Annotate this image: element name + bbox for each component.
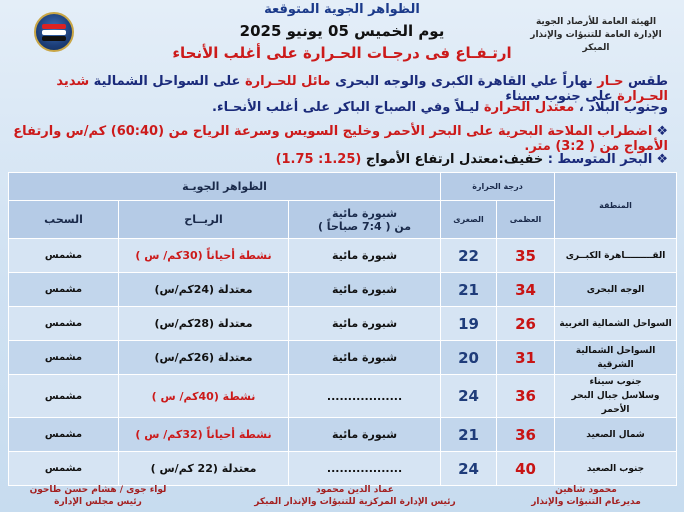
bullet-icon: ❖ xyxy=(656,152,668,167)
max-temperature: 36 xyxy=(497,375,555,418)
main-title: الظواهر الجوية المتوقعة xyxy=(264,2,420,17)
region-name: القـــــــــاهرة الكبــرى xyxy=(565,250,666,261)
fog-cell: شبورة مائية xyxy=(289,239,441,273)
clouds-cell: مشمس xyxy=(9,452,119,486)
region-cell xyxy=(555,273,677,307)
text-segment: ليـلاً وفي الصباح الباكر على أغلب الأنحـاء. xyxy=(212,100,484,115)
signature-title: مديرعام التنبؤات والإنذار xyxy=(531,497,641,507)
table-row xyxy=(9,375,677,418)
table-row xyxy=(9,341,677,375)
forecast-line-2 xyxy=(8,100,668,115)
text-segment: ارتفاع الأمواج xyxy=(361,152,455,167)
fog-cell: شبورة مائية xyxy=(289,341,441,375)
max-temperature: 36 xyxy=(497,418,555,452)
text-segment: وجنوب البلاد ، xyxy=(574,100,668,115)
max-temperature: 40 xyxy=(497,452,555,486)
text-highlight: معتدل الحرارة xyxy=(483,100,575,115)
wind-speed: معتدلة (22 كم/س ) xyxy=(150,462,257,475)
table-row xyxy=(9,418,677,452)
marine-warning xyxy=(8,124,668,154)
table-row xyxy=(9,273,677,307)
org-line-1: الهيئة العامة للأرصاد الجوية xyxy=(535,17,657,27)
forecast-table xyxy=(8,172,677,486)
min-temperature: 22 xyxy=(441,239,497,273)
min-temperature: 20 xyxy=(441,341,497,375)
signature-name: عماد الدين محمود xyxy=(316,485,394,495)
signature-title: رئيس مجلس الإدارة xyxy=(54,497,142,507)
header-temperature: درجة الحرارة xyxy=(441,173,555,201)
wind-cell xyxy=(119,375,289,418)
wind-strength: نشطة ( xyxy=(213,389,256,403)
wind-strength: نشطة أحياناً ( xyxy=(197,428,272,441)
region-cell xyxy=(555,418,677,452)
region-name: السواحل الشمالية الغربية xyxy=(559,318,672,329)
region-name: جنوب الصعيد xyxy=(586,463,645,474)
signature-name: لواء جوى / هشام حسن طاحون xyxy=(29,485,167,495)
org-line-2: الإدارة العامة للتنبؤات والإنذار المبكر xyxy=(530,30,662,53)
signature-title: رئيس الإدارة المركزية للتنبؤات والإنذار المبكر xyxy=(254,497,456,507)
region-name: جنوب سيناء xyxy=(589,377,642,387)
header-fog: شبورة مائية من ( 7:4 صباحاً ) xyxy=(289,201,441,239)
clouds-cell: مشمس xyxy=(9,375,119,418)
text-segment: نهاراً علي القاهرة الكبرى والوجه البحرى xyxy=(330,74,598,89)
header-clouds: السحب xyxy=(9,201,119,239)
max-temperature: 31 xyxy=(497,341,555,375)
text-segment: خفيف:معتدل xyxy=(454,152,544,167)
mediterranean-line xyxy=(8,152,668,167)
min-temperature: 24 xyxy=(441,375,497,418)
region-cell xyxy=(555,307,677,341)
wind-cell xyxy=(119,273,289,307)
marine-warning-text: اضطراب الملاحة البحرية على البحر الأحمر وخليج السويس وسرعة الرياح من (60:40) كم/س وارتفاع الأمواج من ( 3:2) متر. xyxy=(13,124,668,154)
wind-strength: نشطة أحياناً xyxy=(202,249,272,262)
max-temperature: 26 xyxy=(497,307,555,341)
text-segment: البحر المتوسط : xyxy=(543,152,653,167)
wind-cell xyxy=(119,452,289,486)
forecast-date: يوم الخميس 05 يونيو 2025 xyxy=(239,22,445,40)
wind-cell xyxy=(119,341,289,375)
wind-speed: معتدلة (28كم/س) xyxy=(154,317,253,330)
signature-name: محمود شاهين xyxy=(555,485,617,495)
min-temperature: 21 xyxy=(441,273,497,307)
wind-cell xyxy=(119,418,289,452)
region-name: الوجه البحرى xyxy=(586,284,645,295)
text-segment: على السواحل الشمالية xyxy=(89,74,245,89)
fog-cell: شبورة مائية xyxy=(289,307,441,341)
table-row xyxy=(9,452,677,486)
signature-forecast-director xyxy=(516,484,656,508)
fog-cell: .................. xyxy=(289,375,441,418)
text-segment: على جنوب سيناء xyxy=(505,89,618,104)
region-cell xyxy=(555,452,677,486)
region-cell xyxy=(555,239,677,273)
region-name: السواحل الشمالية الشرقية xyxy=(575,345,656,370)
text-highlight: مائل للحـرارة xyxy=(244,74,331,89)
bullet-icon: ❖ xyxy=(656,124,668,139)
max-temperature: 35 xyxy=(497,239,555,273)
region-cell xyxy=(555,375,677,418)
text-highlight: شديد الحـرارة xyxy=(56,74,668,104)
fog-cell: .................. xyxy=(289,452,441,486)
wind-speed: 32كم/ س ) xyxy=(135,428,198,441)
max-temperature: 34 xyxy=(497,273,555,307)
wind-speed: 40كم/ س ) xyxy=(151,389,214,403)
fog-cell: شبورة مائية xyxy=(289,273,441,307)
wind-speed: (30كم/ س ) xyxy=(135,249,203,262)
min-temperature: 19 xyxy=(441,307,497,341)
table-row xyxy=(9,239,677,273)
clouds-cell: مشمس xyxy=(9,307,119,341)
text-segment: طقس xyxy=(623,74,668,89)
header-phenomena: الظواهر الجويـة xyxy=(9,173,441,201)
min-temperature: 21 xyxy=(441,418,497,452)
header-max: العظمى xyxy=(497,201,555,239)
clouds-cell: مشمس xyxy=(9,341,119,375)
wind-cell xyxy=(119,239,289,273)
forecast-headline: ارتـفـاع فى درجـات الحـرارة على أغلب الأنحاء xyxy=(172,44,512,62)
signature-chairman xyxy=(8,484,188,508)
header-min: الصغرى xyxy=(441,201,497,239)
region-name: شمال الصعيد xyxy=(586,429,645,440)
table-row xyxy=(9,307,677,341)
clouds-cell: مشمس xyxy=(9,418,119,452)
text-highlight: حـار xyxy=(597,74,624,89)
region-cell xyxy=(555,341,677,375)
clouds-cell: مشمس xyxy=(9,273,119,307)
wind-speed: معتدلة (24كم/س) xyxy=(154,283,253,296)
wind-speed: معتدلة (26كم/س) xyxy=(154,351,253,364)
min-temperature: 24 xyxy=(441,452,497,486)
header-region: المنطقة xyxy=(555,173,677,239)
region-name-line-2: وسلاسل جبال البحر الأحمر xyxy=(571,391,660,415)
header-wind: الريــاح xyxy=(119,201,289,239)
clouds-cell: مشمس xyxy=(9,239,119,273)
fog-cell: شبورة مائية xyxy=(289,418,441,452)
signature-central-director xyxy=(250,484,460,508)
wind-cell xyxy=(119,307,289,341)
wave-height: (1.25: 1.75) xyxy=(275,152,362,167)
